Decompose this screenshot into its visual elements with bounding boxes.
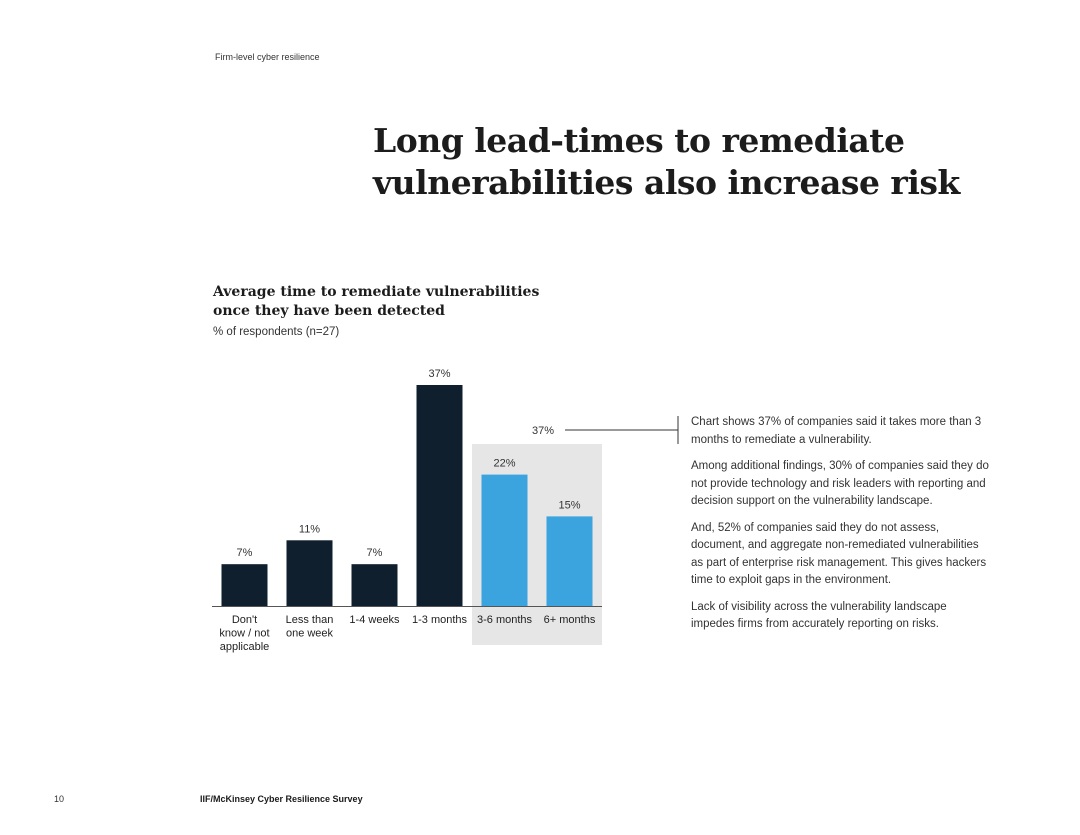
bar bbox=[352, 564, 398, 606]
bar bbox=[417, 385, 463, 606]
chart-subtitle: % of respondents (n=27) bbox=[213, 326, 340, 338]
bar bbox=[287, 540, 333, 606]
note-paragraph: And, 52% of companies said they do not assess, document, and aggregate non-remediated vulnerabilities as part of enterprise risk management. This gives hackers time to exploit gaps in the environment. bbox=[691, 521, 987, 586]
category-label: Don't know / not applicable bbox=[219, 614, 270, 653]
footer-source: IIF/McKinsey Cyber Resilience Survey bbox=[200, 794, 363, 804]
category-label: 6+ months bbox=[543, 614, 596, 626]
category-label: Less than one week bbox=[285, 614, 334, 640]
page-number: 10 bbox=[54, 794, 65, 804]
category-label: 3-6 months bbox=[476, 614, 533, 626]
note-paragraph: Chart shows 37% of companies said it takes more than 3 months to remediate a vulnerability. bbox=[691, 416, 982, 446]
category-label: 1-4 weeks bbox=[349, 614, 400, 626]
note-paragraph: Among additional findings, 30% of companies said they do not provide technology and risk leaders with reporting and decision support on the vulnerability landscape. bbox=[691, 460, 989, 507]
bar-value-label: 7% bbox=[236, 547, 253, 560]
bar-value-label: 11% bbox=[298, 523, 321, 536]
category-label: 1-3 months bbox=[411, 614, 468, 626]
bar bbox=[222, 564, 268, 606]
bar bbox=[482, 475, 528, 606]
chart-title: Average time to remediate vulnerabilities once they have been detected bbox=[213, 284, 540, 319]
highlight-total-label: 37% bbox=[531, 425, 555, 437]
chart-notes bbox=[691, 414, 991, 643]
bar-value-label: 7% bbox=[366, 547, 383, 560]
bar-value-label: 22% bbox=[493, 457, 516, 470]
section-label: Firm-level cyber resilience bbox=[215, 52, 320, 62]
bar-value-label: 15% bbox=[558, 499, 581, 512]
page-headline: Long lead-times to remediate vulnerabilities also increase risk bbox=[373, 121, 960, 202]
bar bbox=[547, 516, 593, 606]
note-paragraph: Lack of visibility across the vulnerability landscape impedes firms from accurately reporting on risks. bbox=[691, 600, 947, 630]
bar-value-label: 37% bbox=[428, 368, 451, 380]
